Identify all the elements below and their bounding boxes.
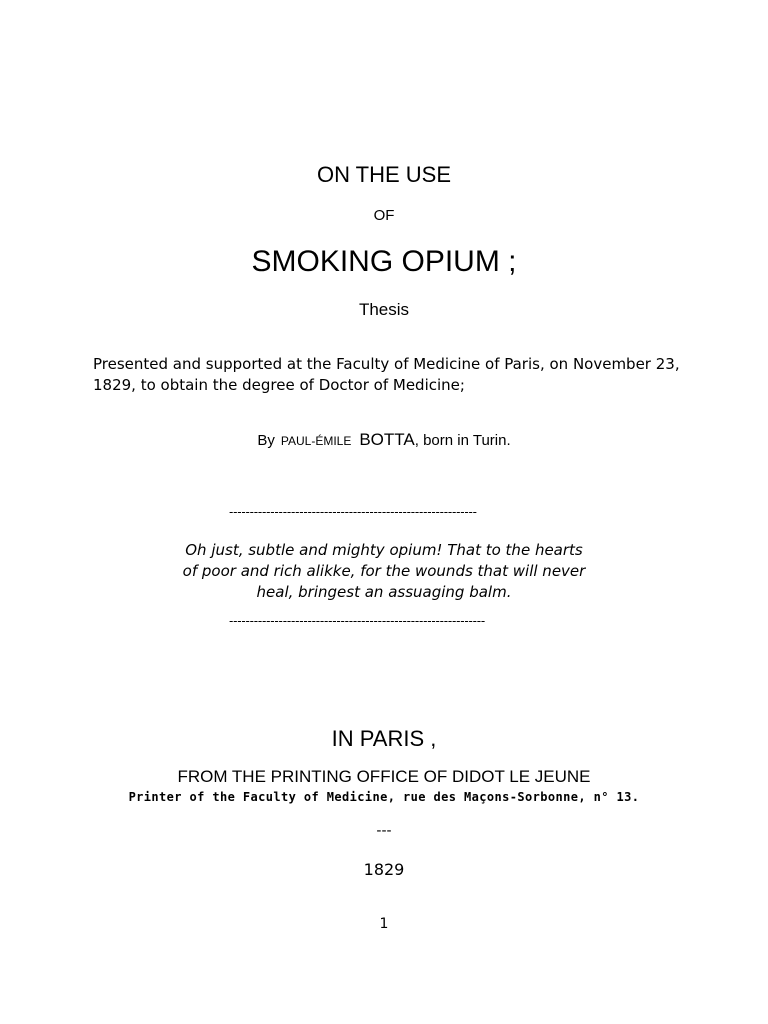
page-number: 1 — [379, 916, 389, 932]
author-line — [0, 430, 768, 450]
title-line-2: OF — [373, 207, 395, 224]
divider-top: ------------------------------------------------------------ — [229, 505, 477, 519]
author-first-name: PAUL-ÉMILE — [280, 434, 352, 448]
author-by: By — [257, 432, 275, 449]
divider-bottom: -------------------------------------------------------------- — [229, 614, 486, 628]
epigraph-line-2: of poor and rich alikke, for the wounds that will never — [182, 562, 586, 580]
epigraph-line-3: heal, bringest an assuaging balm. — [256, 583, 512, 601]
publication-year: 1829 — [363, 860, 405, 879]
author-last-name: BOTTA — [359, 430, 415, 449]
title-line-3: SMOKING OPIUM ; — [251, 245, 517, 278]
city-heading: IN PARIS , — [331, 726, 437, 751]
title-line-1: ON THE USE — [316, 162, 452, 187]
epigraph-line-1: Oh just, subtle and mighty opium! That to the hearts — [185, 541, 583, 559]
printer-address: Printer of the Faculty of Medicine, rue des Maçons-Sorbonne, n° 13. — [128, 790, 640, 804]
author-suffix: , born in Turin. — [414, 432, 511, 449]
presented-paragraph: Presented and supported at the Faculty of Medicine of Paris, on November 23, 1829, to obtain the degree of Doctor of Medicine; — [93, 355, 680, 394]
printer-heading: FROM THE PRINTING OFFICE OF DIDOT LE JEUNE — [177, 767, 591, 786]
thesis-label: Thesis — [358, 300, 410, 319]
separator: --- — [376, 823, 392, 839]
epigraph — [0, 540, 768, 603]
